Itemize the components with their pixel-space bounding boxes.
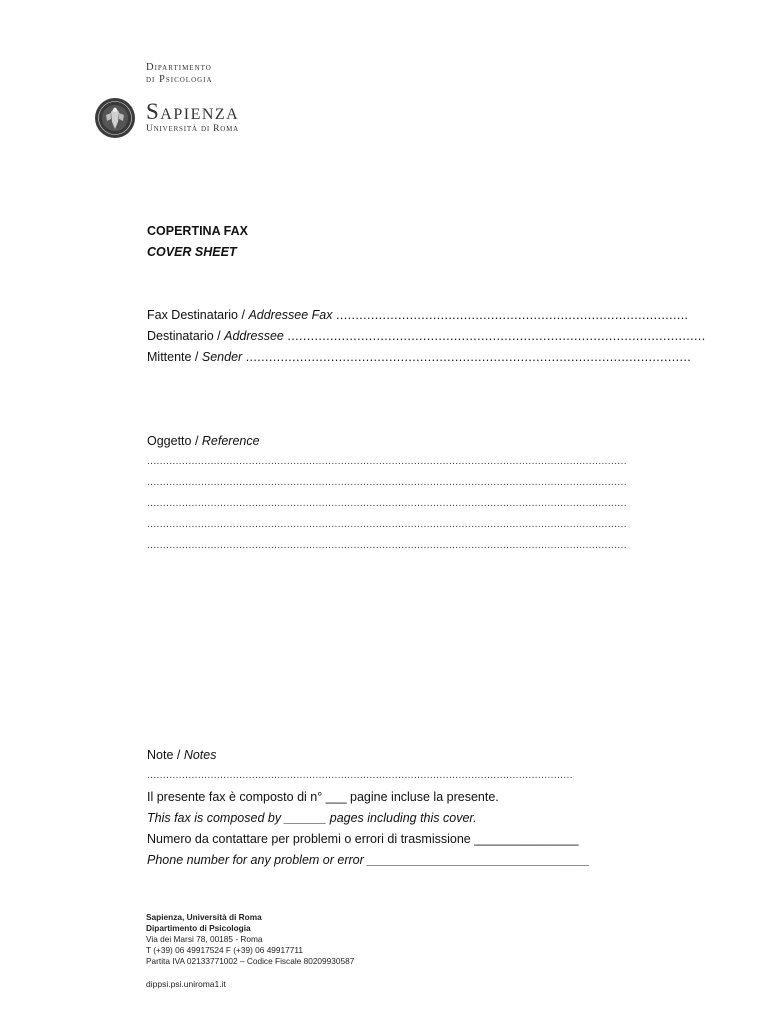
reference-label: Oggetto / bbox=[147, 434, 202, 448]
recipient-label: Destinatario / bbox=[147, 329, 225, 343]
fax-label-en: Addressee Fax bbox=[248, 308, 333, 322]
recipient-dots: ............................................................................................................ bbox=[287, 329, 706, 343]
department-line-2: di Psicologia bbox=[146, 74, 213, 85]
footer-street: Via dei Marsi 78, 00185 - Roma bbox=[146, 934, 263, 944]
footer-university: Sapienza, Università di Roma bbox=[146, 912, 262, 922]
university-name: Sapienza bbox=[146, 99, 240, 124]
contact-statement-it: Numero da contattare per problemi o errori di trasmissione _______________ bbox=[147, 832, 579, 846]
reference-line: ....................................................................................................................................................... bbox=[147, 456, 627, 467]
footer-phone: T (+39) 06 49917524 F (+39) 06 49917711 bbox=[146, 945, 303, 955]
notes-label: Note / bbox=[147, 748, 184, 762]
sapienza-seal-icon bbox=[94, 97, 136, 139]
reference-line: ....................................................................................................................................................... bbox=[147, 540, 627, 551]
document-subtitle: COVER SHEET bbox=[147, 245, 237, 259]
university-subtitle: Università di Roma bbox=[146, 124, 240, 134]
sender-field bbox=[147, 350, 691, 364]
recipient-label-en: Addressee bbox=[224, 329, 284, 343]
department-name bbox=[146, 62, 213, 86]
pages-statement-it: Il presente fax è composto di n° ___ pagine incluse la presente. bbox=[147, 790, 499, 804]
recipient-field bbox=[147, 329, 706, 343]
notes-line: ...................................................................................................................................... bbox=[147, 770, 573, 781]
reference-label-en: Reference bbox=[201, 434, 260, 448]
notes-heading bbox=[147, 748, 216, 762]
footer-department: Dipartimento di Psicologia bbox=[146, 923, 251, 933]
pages-statement-en: This fax is composed by ______ pages including this cover. bbox=[147, 811, 477, 825]
sender-label: Mittente / bbox=[147, 350, 202, 364]
sender-label-en: Sender bbox=[201, 350, 243, 364]
sender-dots: ................................................................................................................... bbox=[245, 350, 692, 364]
fax-label: Fax Destinatario / bbox=[147, 308, 249, 322]
reference-line: ....................................................................................................................................................... bbox=[147, 498, 627, 509]
fax-field bbox=[147, 308, 688, 322]
reference-line: ....................................................................................................................................................... bbox=[147, 477, 627, 488]
notes-label-en: Notes bbox=[183, 748, 217, 762]
footer-tax-ids: Partita IVA 02133771002 – Codice Fiscale 80209930587 bbox=[146, 956, 355, 966]
footer-address bbox=[146, 912, 354, 967]
footer-url: dippsi.psi.uniroma1.it bbox=[146, 979, 226, 989]
contact-statement-en: Phone number for any problem or error ________________________________ bbox=[147, 853, 590, 867]
fax-dots: ........................................................................................... bbox=[336, 308, 689, 322]
document-title: COPERTINA FAX bbox=[147, 224, 248, 238]
department-line-1: Dipartimento bbox=[146, 62, 212, 73]
reference-heading bbox=[147, 434, 260, 448]
reference-line: ....................................................................................................................................................... bbox=[147, 519, 627, 530]
university-logo bbox=[146, 100, 239, 134]
